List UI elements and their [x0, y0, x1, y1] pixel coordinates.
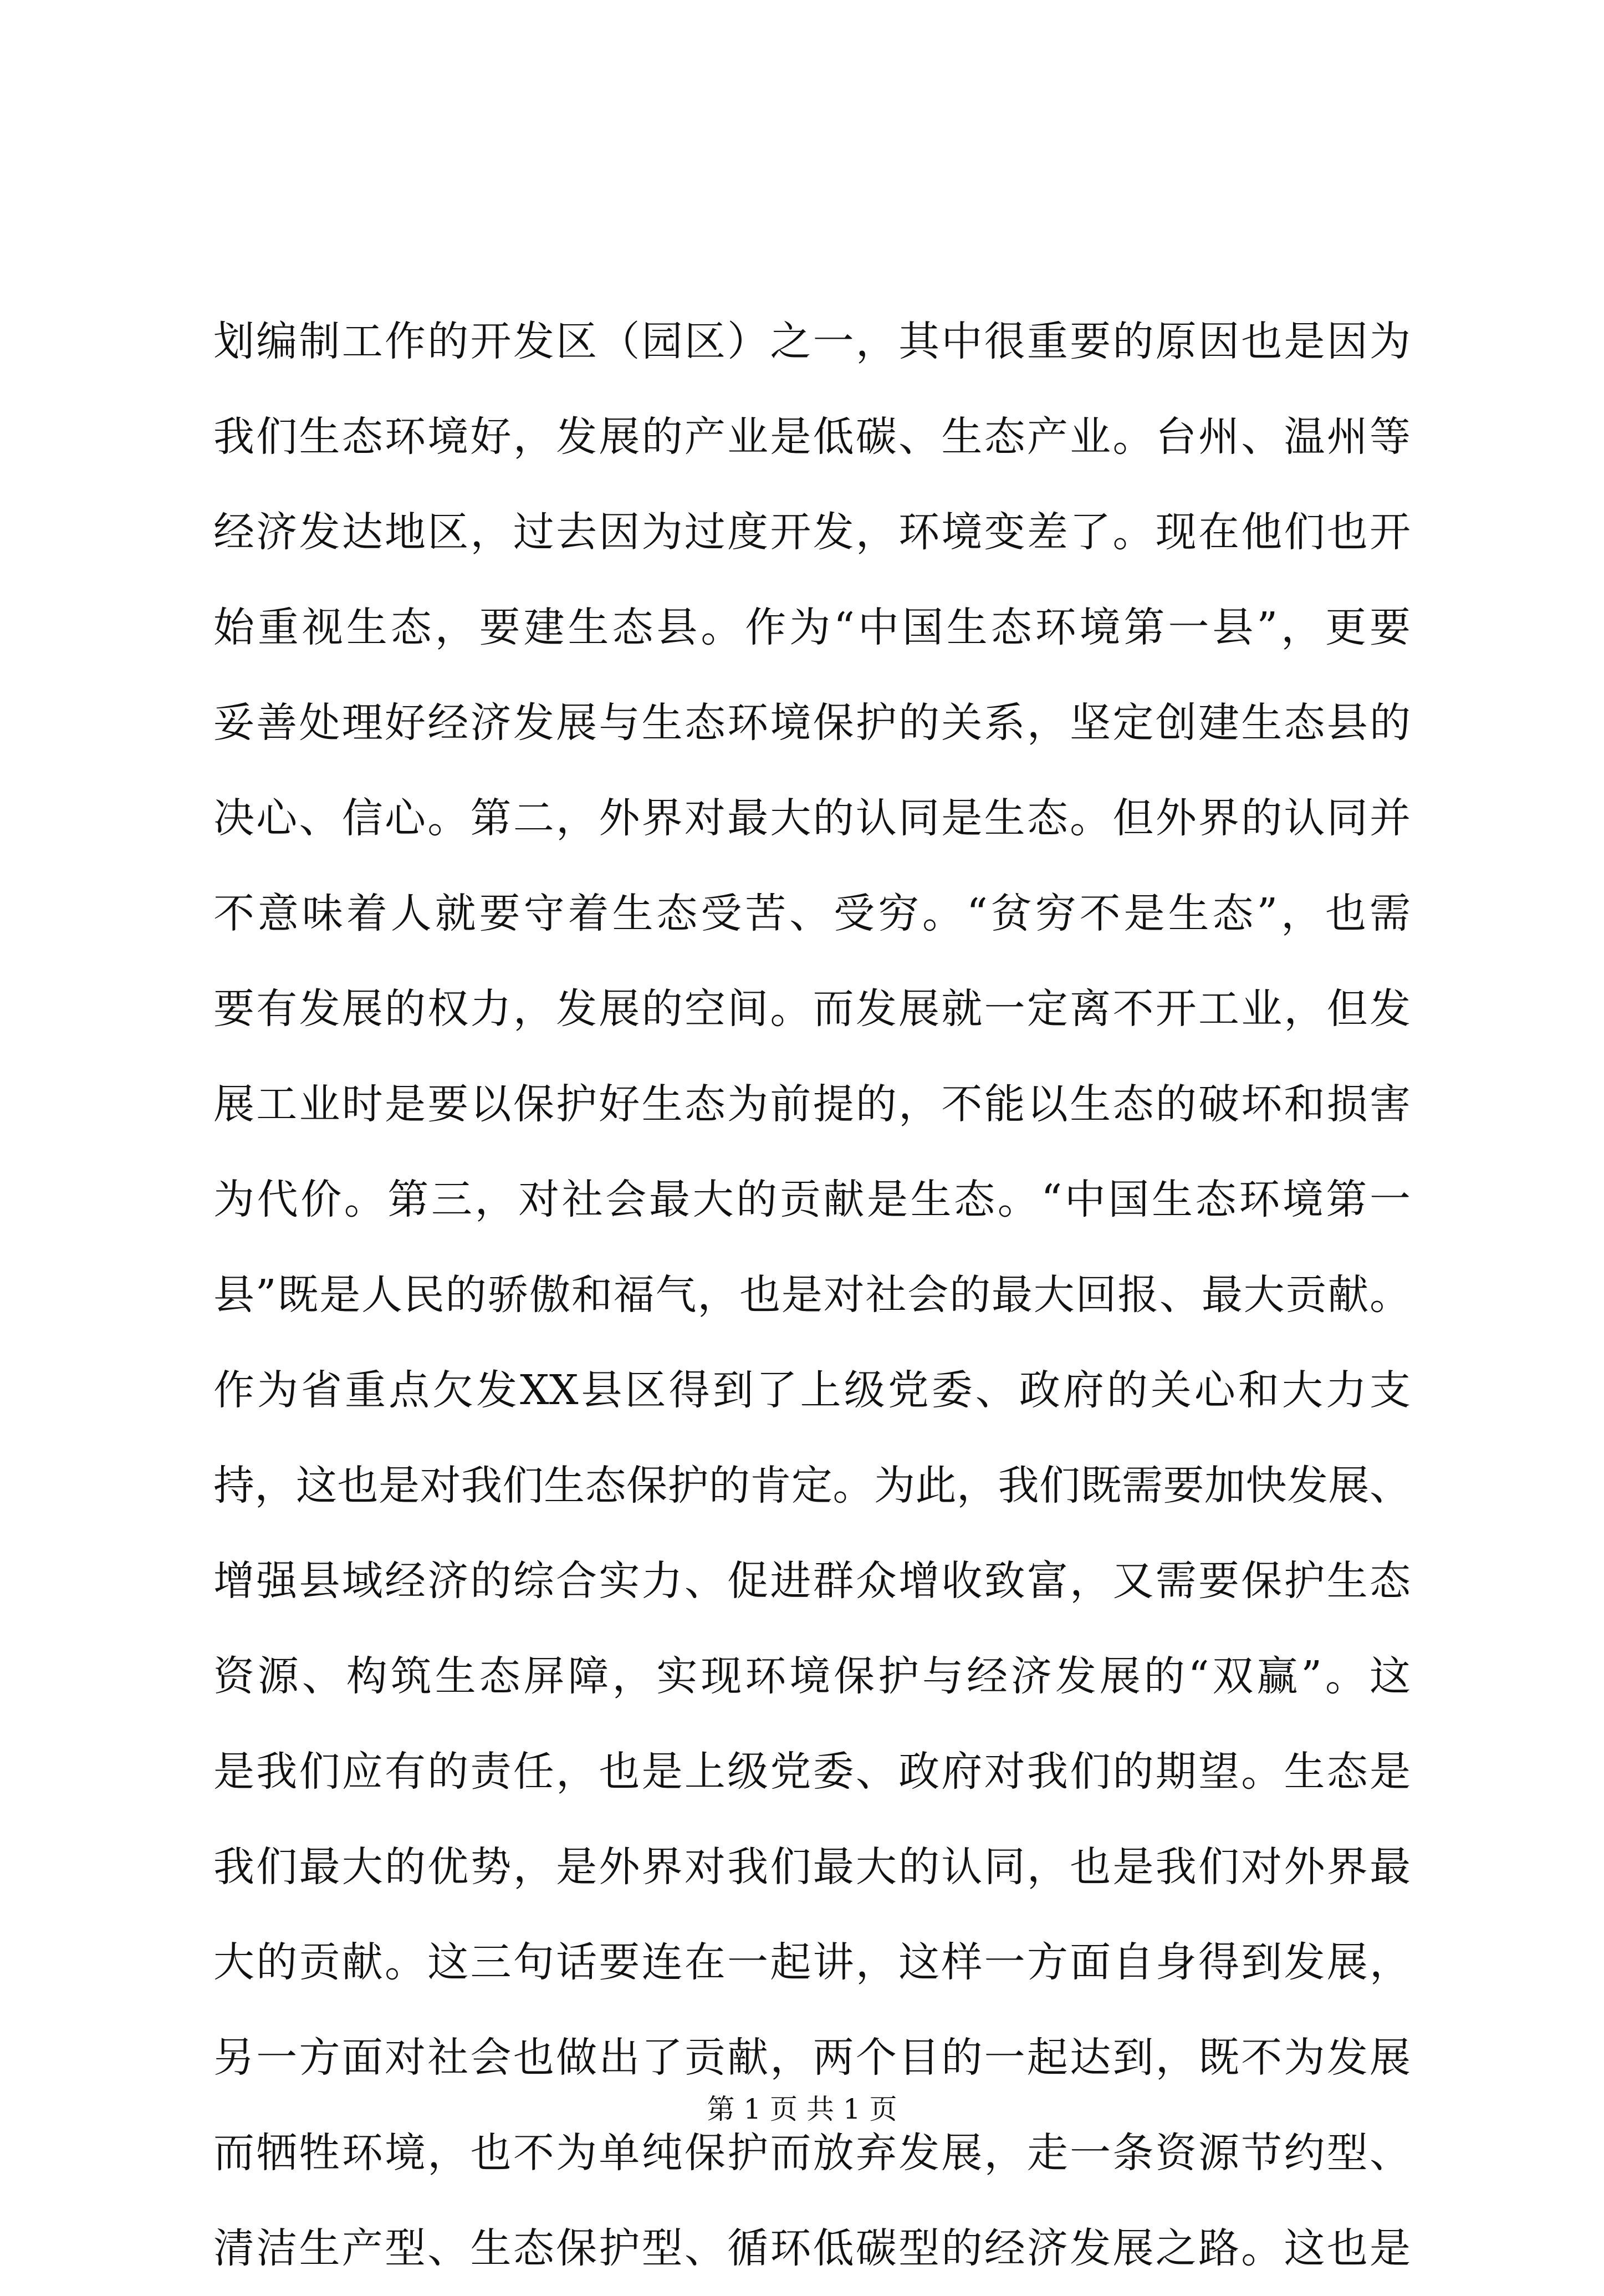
text-line: 为代价。第三，对社会最大的贡献是生态。“中国生态环境第一 — [213, 1176, 1411, 1223]
text-line: 要有发展的权力，发展的空间。而发展就一定离不开工业，但发 — [213, 985, 1411, 1033]
page-number-indicator: 第 1 页 共 1 页 — [707, 2093, 897, 2125]
text-line: 资源、构筑生态屏障，实现环境保护与经济发展的“双赢”。这 — [213, 1652, 1411, 1700]
text-line: 另一方面对社会也做出了贡献，两个目的一起达到，既不为发展 — [213, 2034, 1411, 2081]
text-line: 经济发达地区，过去因为过度开发，环境变差了。现在他们也开 — [213, 508, 1411, 556]
text-line: 清洁生产型、生态保护型、循环低碳型的经济发展之路。这也是 — [213, 2224, 1411, 2272]
text-line: 大的贡献。这三句话要连在一起讲，这样一方面自身得到发展， — [213, 1938, 1411, 1986]
text-line: 增强县域经济的综合实力、促进群众增收致富，又需要保护生态 — [213, 1557, 1411, 1605]
text-line: 不意味着人就要守着生态受苦、受穷。“贫穷不是生态”，也需 — [213, 890, 1411, 937]
text-line: 妥善处理好经济发展与生态环境保护的关系，坚定创建生态县的 — [213, 699, 1411, 747]
text-line: 持，这也是对我们生态保护的肯定。为此，我们既需要加快发展、 — [213, 1462, 1411, 1509]
text-line: 我们生态环境好，发展的产业是低碳、生态产业。台州、温州等 — [213, 413, 1411, 461]
text-line: 展工业时是要以保护好生态为前提的，不能以生态的破坏和损害 — [213, 1080, 1411, 1128]
text-line: 县”既是人民的骄傲和福气，也是对社会的最大回报、最大贡献。 — [213, 1271, 1411, 1319]
text-line: 而牺牲环境，也不为单纯保护而放弃发展，走一条资源节约型、 — [213, 2129, 1411, 2177]
text-line: 始重视生态，要建生态县。作为“中国生态环境第一县”，更要 — [213, 604, 1411, 651]
text-line: 是我们应有的责任，也是上级党委、政府对我们的期望。生态是 — [213, 1748, 1411, 1795]
page-footer — [0, 2090, 1604, 2129]
text-line: 划编制工作的开发区（园区）之一，其中很重要的原因也是因为 — [213, 318, 1411, 365]
text-line: 我们最大的优势，是外界对我们最大的认同，也是我们对外界最 — [213, 1843, 1411, 1891]
text-line: 作为省重点欠发XX县区得到了上级党委、政府的关心和大力支 — [213, 1366, 1411, 1414]
body-paragraph — [213, 294, 1411, 2296]
text-line: 决心、信心。第二，外界对最大的认同是生态。但外界的认同并 — [213, 794, 1411, 842]
